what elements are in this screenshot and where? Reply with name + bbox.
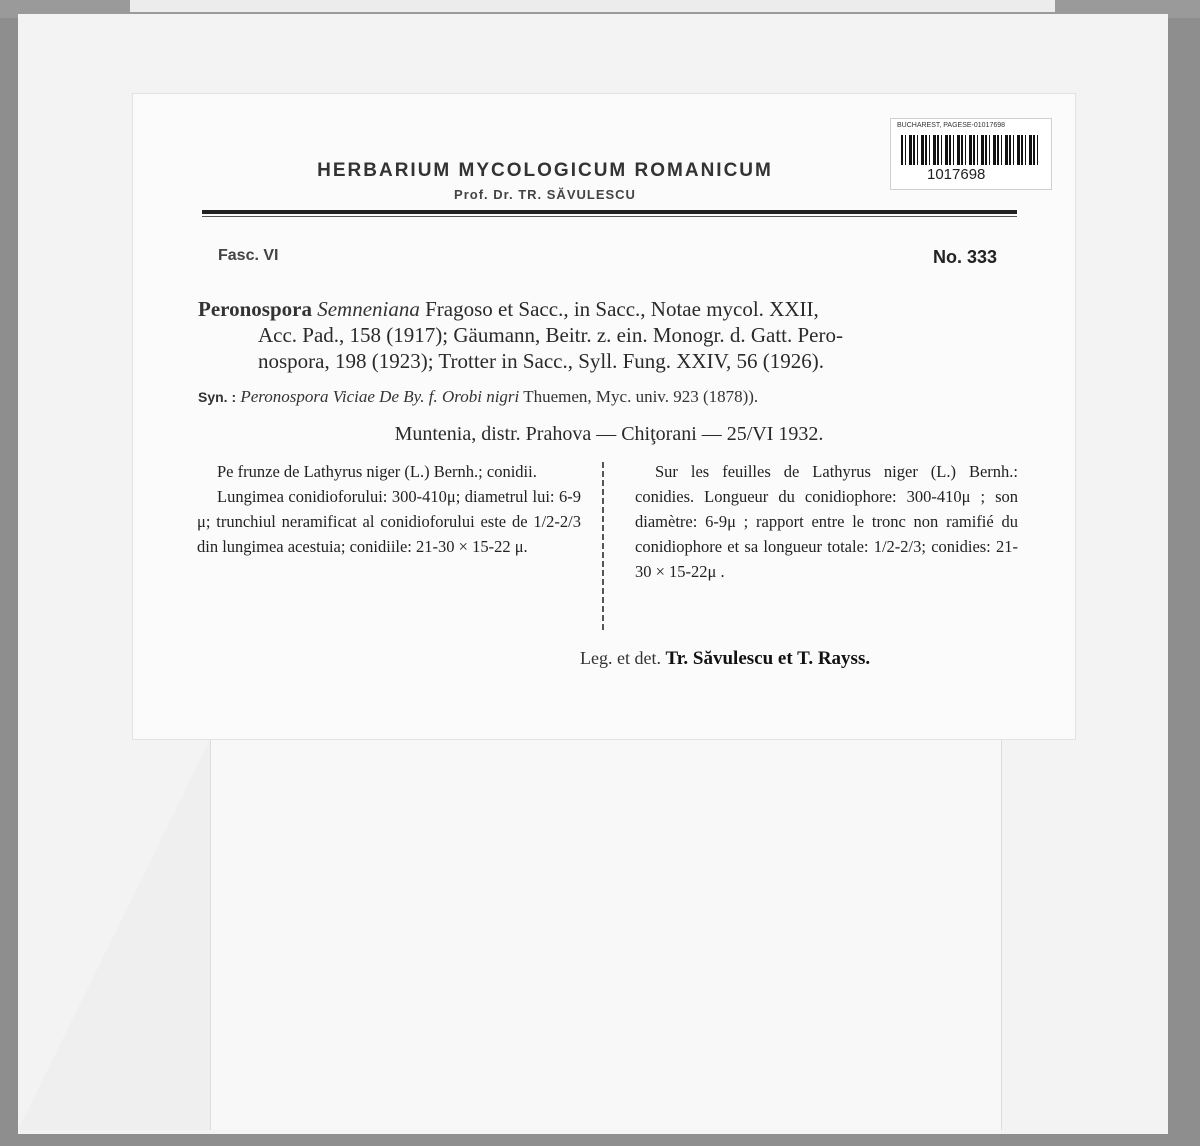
species-reference — [198, 296, 1018, 374]
column-divider — [602, 462, 604, 632]
specimen-number: No. 333 — [932, 247, 997, 267]
background-sheet-edge — [130, 0, 1055, 12]
reference-line1: Fragoso et Sacc., in Sacc., Notae mycol. XXII, — [425, 297, 819, 321]
barcode-small-text: BUCHAREST, PAGESE-01017698 — [897, 122, 1006, 129]
reference-line3: nospora, 198 (1923); Trotter in Sacc., Syll. Fung. XXIV, 56 (1926). — [258, 349, 825, 373]
header-rule — [202, 210, 1017, 214]
envelope-fold — [210, 740, 1002, 1130]
collectors-names: Tr. Săvulescu et T. Rayss. — [665, 648, 871, 669]
synonym-citation: Thuemen, Myc. univ. 923 (1878)). — [523, 387, 759, 406]
barcode-sticker — [890, 118, 1052, 190]
reference-line2: Acc. Pad., 158 (1917); Gäumann, Beitr. z. ein. Monogr. d. Gatt. Pero- — [258, 323, 843, 347]
french-description: Sur les feuilles de Lathyrus niger (L.) Bernh.: conidies. Longueur du conidiophore: 300-410μ ; son diamètre: 6-9μ ; rapport entre le tronc non ramifié du conidiophore et sa longueur totale: 1/2-2/3; conidies: 21-30 × 15-22μ . — [635, 462, 1018, 581]
fascicle-label: Fasc. VI — [218, 247, 279, 264]
herbarium-subtitle: Prof. Dr. TR. SĂVULESCU — [454, 187, 636, 202]
species-name: Semneniana — [317, 297, 420, 321]
barcode-bars — [901, 135, 1041, 165]
herbarium-title: HERBARIUM MYCOLOGICUM ROMANICUM — [317, 160, 773, 181]
collectors — [580, 648, 870, 670]
romanian-measurements: Lungimea conidioforului: 300-410μ; diametrul lui: 6-9 μ; trunchiul neramificat al conidioforului este de 1/2-2/3 din lungimea acestuia; conidiile: 21-30 × 15-22 μ. — [197, 487, 581, 556]
synonym-label: Syn. : — [198, 389, 237, 405]
header-rule-thin — [202, 216, 1017, 217]
description-french — [635, 459, 1018, 584]
collectors-prefix: Leg. et det. — [580, 648, 661, 668]
barcode-number: 1017698 — [927, 166, 986, 183]
locality: Muntenia, distr. Prahova — Chiţorani — 25/VI 1932. — [394, 423, 824, 445]
envelope-flap-left — [18, 740, 210, 1130]
genus-name: Peronospora — [198, 297, 312, 321]
description-romanian — [197, 459, 581, 559]
romanian-host: Pe frunze de Lathyrus niger (L.) Bernh.; conidii. — [217, 462, 537, 481]
synonym — [198, 387, 1018, 407]
synonym-name: Peronospora Viciae De By. f. Orobi nigri — [240, 387, 520, 406]
